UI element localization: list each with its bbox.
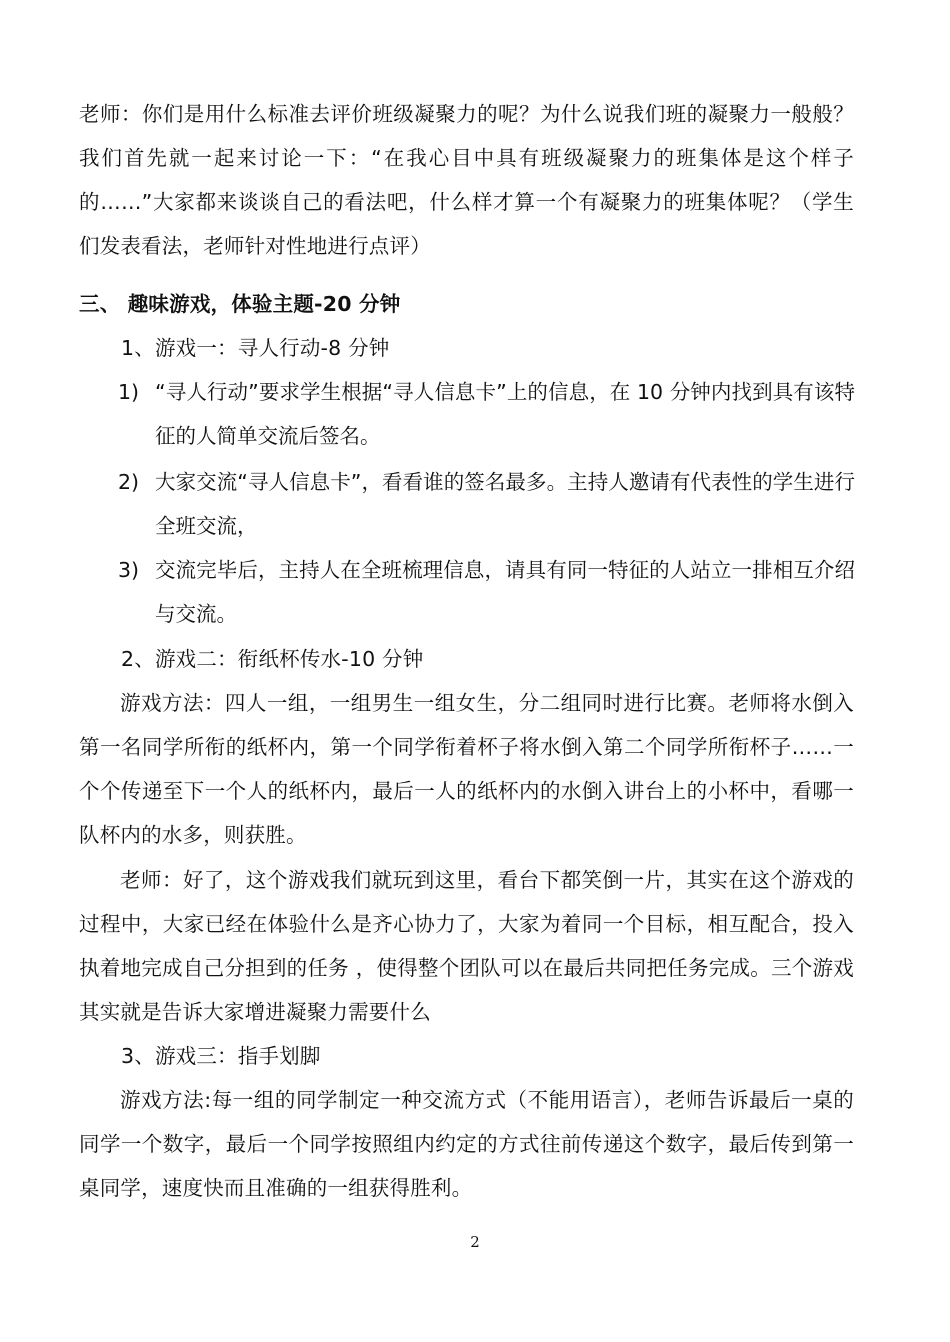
game-one-title: 1、游戏一：寻人行动-8 分钟 [121, 336, 390, 360]
section-three-heading: 三、 趣味游戏，体验主题-20 分钟 [79, 292, 401, 316]
list-text: “寻人行动”要求学生根据“寻人信息卡”上的信息，在 10 分钟内找到具有该特征的人简单交流后签名。 [155, 380, 855, 448]
game-one-step-1 [118, 370, 855, 458]
list-number: 3) [118, 558, 140, 582]
game-three-title: 3、游戏三：指手划脚 [121, 1044, 321, 1068]
teacher-discussion-paragraph: 老师：你们是用什么标准去评价班级凝聚力的呢？为什么说我们班的凝聚力一般般？我们首先就一起来讨论一下：“在我心目中具有班级凝聚力的班集体是这个样子的……”大家都来谈谈自己的看法吧，什么样才算一个有凝聚力的班集体呢？（学生们发表看法，老师针对性地进行点评） [79, 102, 854, 258]
game-three-method-paragraph: 游戏方法:每一组的同学制定一种交流方式（不能用语言），老师告诉最后一桌的同学一个数字，最后一个同学按照组内约定的方式往前传递这个数字，最后传到第一桌同学，速度快而且准确的一组获得胜利。 [79, 1088, 854, 1200]
game-two-title: 2、游戏二：衔纸杯传水-10 分钟 [121, 647, 424, 671]
page-number: 2 [470, 1233, 480, 1251]
list-number: 2) [118, 470, 140, 494]
game-one-step-3 [118, 548, 855, 636]
list-text: 交流完毕后，主持人在全班梳理信息，请具有同一特征的人站立一排相互介绍与交流。 [155, 558, 855, 626]
game-two-method-paragraph: 游戏方法：四人一组，一组男生一组女生，分二组同时进行比赛。老师将水倒入第一名同学所衔的纸杯内，第一个同学衔着杯子将水倒入第二个同学所衔杯子……一个个传递至下一个人的纸杯内，最后一人的纸杯内的水倒入讲台上的小杯中，看哪一队杯内的水多，则获胜。 [79, 691, 854, 847]
list-text: 大家交流“寻人信息卡”，看看谁的签名最多。主持人邀请有代表性的学生进行全班交流， [155, 470, 855, 538]
teacher-summary-paragraph: 老师：好了，这个游戏我们就玩到这里，看台下都笑倒一片，其实在这个游戏的过程中，大家已经在体验什么是齐心协力了，大家为着同一个目标，相互配合，投入执着地完成自己分担到的任务 ，使得整个团队可以在最后共同把任务完成。三个游戏其实就是告诉大家增进凝聚力需要什么 [79, 868, 854, 1024]
game-one-step-2 [118, 460, 855, 548]
list-number: 1) [118, 380, 140, 404]
